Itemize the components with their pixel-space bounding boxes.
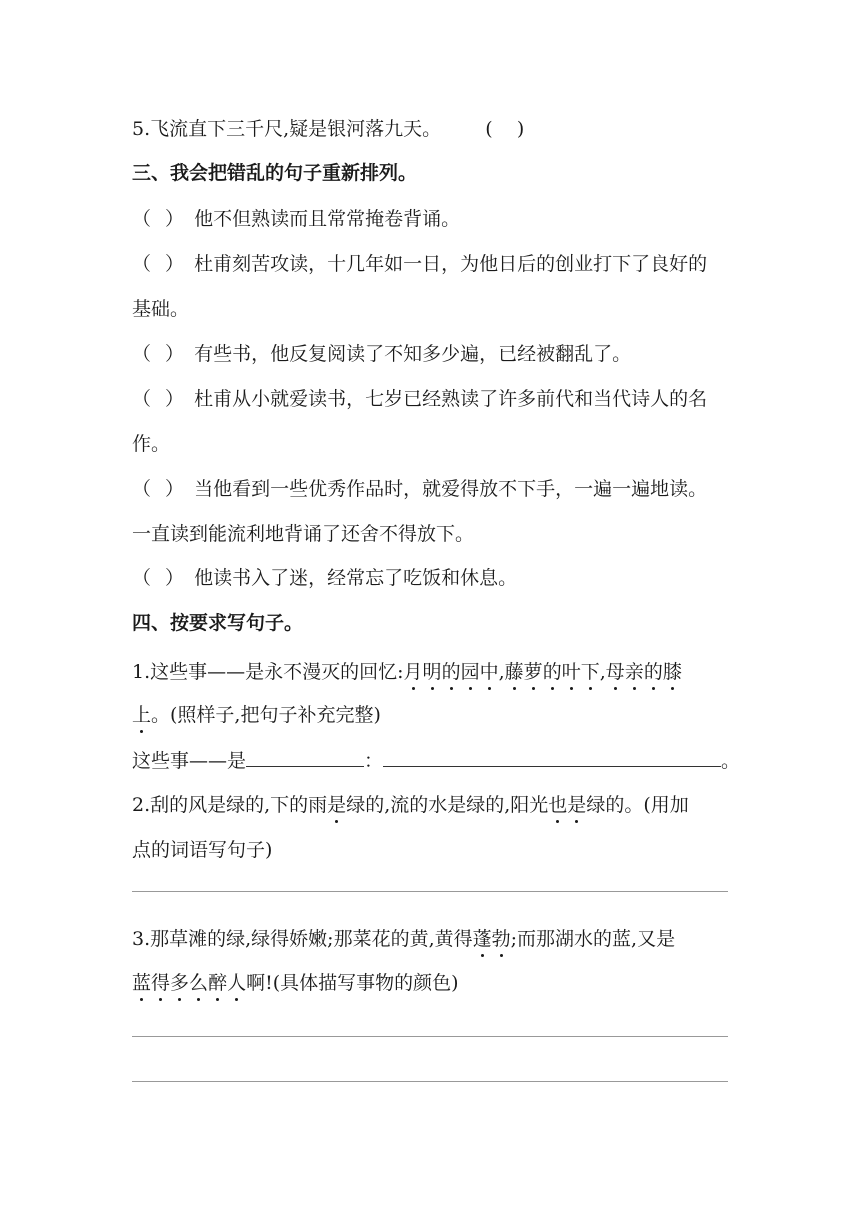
reorder-item-2 [132,252,707,276]
q1-answer-colon: ： [364,750,384,772]
question-5 [132,117,524,141]
q2-dotted-2: 也是 [548,794,587,816]
sentence-continuation: 一直读到能流利地背诵了还舍不得放下。 [132,523,475,545]
s4-question-1 [132,660,682,684]
reorder-item-3 [132,342,631,366]
order-blank[interactable]: （ ） [132,567,189,589]
q1-dotted-text: 月明的园中,藤萝的叶下,母亲的膝 [403,661,682,683]
answer-paren[interactable]: ( ) [485,118,525,140]
q3-dotted-2: 蓝得多么醉人 [132,972,247,994]
sentence-text: 他不但熟读而且常常掩卷背诵。 [194,208,461,230]
s4-question-2-cont: 点的词语写句子) [132,839,273,861]
s4-question-1-cont [132,703,381,727]
reorder-item-1 [132,207,460,231]
order-blank[interactable]: （ ） [132,478,189,500]
s4-question-3-cont [132,971,459,995]
q1-prefix: 1.这些事——是永不漫灭的回忆: [132,661,404,683]
order-blank[interactable]: （ ） [132,343,189,365]
q3-text-b: ;而那湖水的蓝,又是 [510,928,676,950]
sentence-text: 杜甫刻苦攻读，十几年如一日，为他日后的创业打下了良好的 [194,253,708,275]
s4-question-3 [132,927,675,951]
sentence-continuation: 基础。 [132,298,190,320]
q3-answer-line-1[interactable] [132,1036,728,1037]
sentence-text: 他读书入了迷，经常忘了吃饭和休息。 [194,567,518,589]
sentence-text: 有些书，他反复阅读了不知多少遍，已经被翻乱了。 [194,343,632,365]
q2-text-a: 2.刮的风是绿的,下的雨 [132,794,328,816]
section-4-title: 四、按要求写句子。 [132,612,304,634]
reorder-item-6 [132,566,517,590]
q1-answer-prefix: 这些事——是 [132,750,247,772]
q1-answer-end: 。 [721,750,741,772]
order-blank[interactable]: （ ） [132,388,189,410]
q2-dotted-1: 是 [327,794,347,816]
q1-dotted-text-2: 上 [132,704,152,726]
order-blank[interactable]: （ ） [132,253,189,275]
sentence-text: 当他看到一些优秀作品时，就爱得放不下手，一遍一遍地读。 [194,478,708,500]
q2-text-c: 绿的。(用加 [586,794,689,816]
q3-instruction: 啊!(具体描写事物的颜色) [246,972,459,994]
sentence-text: 杜甫从小就爱读书，七岁已经熟读了许多前代和当代诗人的名 [194,388,708,410]
section-3-title: 三、我会把错乱的句子重新排列。 [132,162,418,184]
q1-blank-short[interactable] [246,748,364,767]
s4-question-2 [132,793,689,817]
q2-answer-line[interactable] [132,891,728,892]
q3-answer-line-2[interactable] [132,1081,728,1082]
reorder-item-5 [132,477,707,501]
q3-dotted-1: 蓬勃 [472,928,511,950]
sentence-continuation: 作。 [132,433,171,455]
q1-blank-long[interactable] [383,748,721,767]
q2-text-b: 绿的,流的水是绿的,阳光 [346,794,549,816]
q1-answer-line [132,748,740,773]
q3-text-a: 3.那草滩的绿,绿得娇嫩;那菜花的黄,黄得 [132,928,473,950]
question-5-text: 5.飞流直下三千尺,疑是银河落九天。 [132,118,442,140]
order-blank[interactable]: （ ） [132,208,189,230]
q1-instruction: 。(照样子,把句子补充完整) [151,704,381,726]
reorder-item-4 [132,387,707,411]
